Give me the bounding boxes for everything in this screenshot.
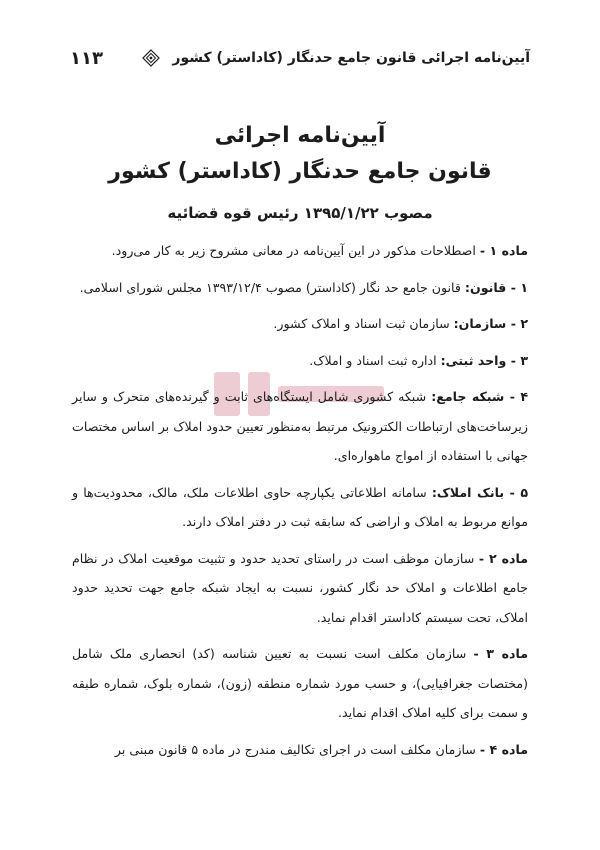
document-title: آیین‌نامه اجرائی xyxy=(214,123,386,148)
definition-2-text: سازمان ثبت اسناد و املاک کشور. xyxy=(273,316,454,331)
definition-3-text: اداره ثبت اسناد و املاک. xyxy=(309,352,441,368)
article-4 xyxy=(72,735,528,765)
definition-5-text: سامانه اطلاعاتی یکپارچه حاوی اطلاعات ملک، مالک، محدودیت‌ها و موانع مربوط به املاک و اراضی که سابقه ثبت در دفتر املاک دارند. xyxy=(72,484,528,529)
definition-4 xyxy=(72,382,528,471)
definition-3-label: ۳ - واحد ثبتی: xyxy=(440,352,528,368)
approval-subtitle: مصوب ۱۳۹۵/۱/۲۲ رئیس قوه قضائیه xyxy=(167,204,433,222)
article-4-label: ماده ۴ - xyxy=(479,741,528,757)
definition-5-label: ۵ - بانک املاک: xyxy=(431,484,528,500)
document-title-block xyxy=(70,118,530,226)
article-2-label: ماده ۲ - xyxy=(478,550,528,566)
article-3-label: ماده ۳ - xyxy=(473,646,528,661)
definition-2 xyxy=(72,309,528,339)
article-4-text: سازمان مکلف است در اجرای تکالیف مندرج در ماده ۵ قانون مبنی بر xyxy=(114,741,480,757)
page-number: ۱۱۳ xyxy=(70,47,103,69)
definition-3 xyxy=(72,346,528,376)
definition-1-text: قانون جامع حد نگار (کاداستر) مصوب ۱۳۹۳/۱۲/۴ مجلس شورای اسلامی. xyxy=(79,279,465,295)
definition-4-label: ۴ - شبکه جامع: xyxy=(431,389,529,404)
law-title: قانون جامع حدنگار (کاداستر) کشور xyxy=(108,159,492,184)
running-title: آیین‌نامه اجرائی قانون جامع حدنگار (کاداستر) کشور xyxy=(172,50,530,66)
article-3 xyxy=(72,639,528,728)
definition-4-text: شبکه کشوری شامل ایستگاه‌های ثابت و گیرنده‌های متحرک و سایر زیرساخت‌های ارتباطات الکترونیک مرتبط به‌منظور تعیین حدود املاک بر اساس مختصات جهانی با استفاده از امواج ماهواره‌ای. xyxy=(72,389,528,463)
article-3-text: سازمان مکلف است نسبت به تعیین شناسه (کد) انحصاری ملک شامل (مختصات جغرافیایی)، و حسب مورد شماره منطقه (زون)، شماره بلوک، شماره طبقه و سمت برای کلیه املاک اقدام نماید. xyxy=(72,646,528,720)
document-body xyxy=(72,236,528,764)
article-1 xyxy=(72,236,528,266)
article-1-text: اصطلاحات مذکور در این آیین‌نامه در معانی مشروح زیر به کار می‌رود. xyxy=(111,243,480,258)
article-2-text: سازمان موظف است در راستای تحدید حدود و تثبیت موقعیت املاک در نظام جامع اطلاعات و املاک حد نگار کشور، نسبت به ایجاد شبکه جامع جهت تحدید حدود املاک، تحت سیستم کاداستر اقدام نماید. xyxy=(72,550,528,625)
diamond-ornament-icon xyxy=(142,49,160,67)
article-2 xyxy=(72,544,528,633)
definition-5 xyxy=(72,478,528,537)
page-header xyxy=(70,40,530,76)
definition-2-label: ۲ - سازمان: xyxy=(453,316,528,331)
definition-1 xyxy=(72,273,528,303)
article-1-label: ماده ۱ - xyxy=(479,243,528,258)
definition-1-label: ۱ - قانون: xyxy=(464,279,528,295)
